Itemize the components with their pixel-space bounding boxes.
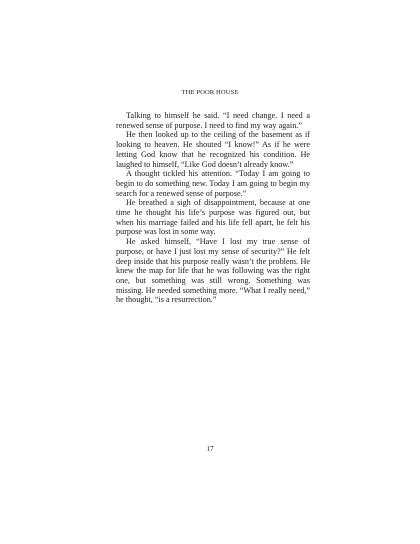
paragraph: He asked himself, “Have I lost my true sense of purpose, or have I just lost my sense of security?” He felt deep inside that his purpose really wasn’t the problem. He knew the map for life that he was following was the right one, but something was still wrong. Something was missing. He needed something more. “What I really need,” he thought, “is a resurrection.” <box>116 237 310 305</box>
paragraph: A thought tickled his attention. “Today I am going to begin to do something new. Today I am going to begin my search for a renewed sense of purpose.” <box>116 169 310 198</box>
page-number: 17 <box>206 445 214 453</box>
paragraph: Talking to himself he said. “I need change. I need a renewed sense of purpose. I need to find my way again.” <box>116 111 310 130</box>
body-text <box>116 111 310 305</box>
running-head: THE POOR HOUSE <box>181 89 239 96</box>
paragraph: He then looked up to the ceiling of the basement as if looking to heaven. He shouted “I know!” As if he were letting God know that he recognized his condition. He laughed to himself, “Like God doesn’t already know.” <box>116 130 310 169</box>
paragraph: He breathed a sigh of disappointment, because at one time he thought his life’s purpose was figured out, but when his marriage failed and his life fell apart, he felt his purpose was lost in some way. <box>116 198 310 237</box>
